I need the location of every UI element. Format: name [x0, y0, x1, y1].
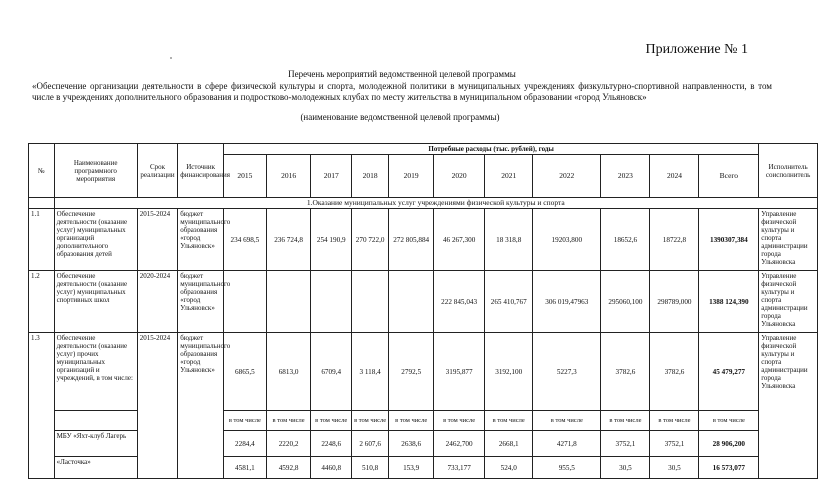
value-cell: 2638,6	[389, 431, 434, 457]
year-header: 2017	[311, 155, 352, 198]
value-cell: 6865,5	[224, 333, 267, 411]
value-cell: 272 805,884	[389, 209, 434, 271]
year-header: 2021	[485, 155, 533, 198]
value-cell: 18652,6	[601, 209, 650, 271]
value-cell: 254 190,9	[311, 209, 352, 271]
value-cell: 5227,3	[533, 333, 601, 411]
value-cell: 4460,8	[311, 457, 352, 479]
section-title: 1.Оказание муниципальных услуг учреждениями физической культуры и спорта	[54, 198, 817, 209]
value-cell	[351, 271, 388, 333]
row-number: 1.2	[29, 271, 55, 333]
expenses-table	[28, 143, 818, 479]
table-row	[29, 333, 818, 411]
value-cell	[311, 271, 352, 333]
value-cell: 4592,8	[266, 457, 311, 479]
table-row	[29, 271, 818, 333]
row-number: 1.3	[29, 333, 55, 479]
col-header-expenses: Потребные расходы (тыс. рублей), годы	[224, 144, 759, 155]
value-cell: 270 722,0	[351, 209, 388, 271]
including-label: в том числе	[266, 411, 311, 431]
value-cell: 234 698,5	[224, 209, 267, 271]
section-number-blank	[29, 198, 55, 209]
value-cell: 955,5	[533, 457, 601, 479]
total-cell: 1388 124,390	[699, 271, 759, 333]
executor: Управление физической культуры и спорта администрации города Ульяновска	[759, 209, 818, 271]
value-cell: 18 318,8	[485, 209, 533, 271]
scan-speck	[170, 57, 172, 59]
including-label: в том числе	[650, 411, 699, 431]
value-cell: 3752,1	[650, 431, 699, 457]
value-cell: 4581,1	[224, 457, 267, 479]
year-header: 2019	[389, 155, 434, 198]
including-label: в том числе	[533, 411, 601, 431]
year-header: 2024	[650, 155, 699, 198]
value-cell: 222 845,043	[434, 271, 485, 333]
funding-source: бюджет муниципального образования «город Ульяновск»	[178, 271, 224, 333]
value-cell: 2220,2	[266, 431, 311, 457]
including-label: в том числе	[699, 411, 759, 431]
value-cell: 295060,100	[601, 271, 650, 333]
title-line-2: «Обеспечение организации деятельности в сфере физической культуры и спорта, молодежной политики в муниципальных учреждениях физкультурно-спортивной направленности, в том числе в учреждениях дополнительного образования и подростково-молодежных клубах по месту жительства в муниципальном образовании «город Ульяновск»	[32, 80, 772, 102]
including-label: в том числе	[311, 411, 352, 431]
table-row	[29, 209, 818, 271]
value-cell: 6813,0	[266, 333, 311, 411]
value-cell: 3782,6	[650, 333, 699, 411]
measure-name-blank	[54, 411, 137, 431]
total-cell: 1390307,384	[699, 209, 759, 271]
measure-name: Обеспечение деятельности (оказание услуг) муниципальных спортивных школ	[54, 271, 137, 333]
year-header: 2015	[224, 155, 267, 198]
value-cell: 2 607,6	[351, 431, 388, 457]
appendix-label: Приложение № 1	[645, 42, 748, 57]
value-cell: 2462,700	[434, 431, 485, 457]
col-header-source: Источник финансирования	[178, 144, 224, 198]
value-cell: 298789,000	[650, 271, 699, 333]
total-cell: 28 906,200	[699, 431, 759, 457]
including-label: в том числе	[601, 411, 650, 431]
subitem-name: МБУ «Яхт-клуб Лагерь	[54, 431, 137, 457]
value-cell: 265 410,767	[485, 271, 533, 333]
value-cell: 2284,4	[224, 431, 267, 457]
including-label: в том числе	[224, 411, 267, 431]
value-cell: 236 724,8	[266, 209, 311, 271]
value-cell: 306 019,47963	[533, 271, 601, 333]
col-header-executor: Исполнитель соисполнитель	[759, 144, 818, 198]
value-cell: 30,5	[650, 457, 699, 479]
including-label: в том числе	[485, 411, 533, 431]
year-header: 2018	[351, 155, 388, 198]
total-header: Всего	[699, 155, 759, 198]
measure-name: Обеспечение деятельности (оказание услуг) муниципальных организаций дополнительного образования детей	[54, 209, 137, 271]
value-cell: 153,9	[389, 457, 434, 479]
value-cell: 30,5	[601, 457, 650, 479]
executor: Управление физической культуры и спорта администрации города Ульяновска	[759, 333, 818, 479]
value-cell: 3752,1	[601, 431, 650, 457]
including-label: в том числе	[351, 411, 388, 431]
value-cell	[266, 271, 311, 333]
value-cell: 524,0	[485, 457, 533, 479]
value-cell: 3192,100	[485, 333, 533, 411]
value-cell: 6709,4	[311, 333, 352, 411]
value-cell: 19203,800	[533, 209, 601, 271]
value-cell: 2792,5	[389, 333, 434, 411]
value-cell	[389, 271, 434, 333]
year-header: 2023	[601, 155, 650, 198]
value-cell: 2668,1	[485, 431, 533, 457]
subitem-name: «Ласточка»	[54, 457, 137, 479]
value-cell: 4271,8	[533, 431, 601, 457]
year-header: 2022	[533, 155, 601, 198]
total-cell: 16 573,077	[699, 457, 759, 479]
year-header: 2020	[434, 155, 485, 198]
year-header: 2016	[266, 155, 311, 198]
value-cell: 46 267,300	[434, 209, 485, 271]
document-title	[32, 69, 772, 104]
col-header-term: Срок реализации	[137, 144, 178, 198]
value-cell: 3195,877	[434, 333, 485, 411]
measure-name: Обеспечение деятельности (оказание услуг) прочих муниципальных организаций и учреждений, в том числе:	[54, 333, 137, 411]
including-label: в том числе	[434, 411, 485, 431]
row-number: 1.1	[29, 209, 55, 271]
value-cell: 18722,8	[650, 209, 699, 271]
col-header-num: №	[29, 144, 55, 198]
value-cell: 733,177	[434, 457, 485, 479]
executor: Управление физической культуры и спорта администрации города Ульяновска	[759, 271, 818, 333]
funding-source: бюджет муниципального образования «город Ульяновск»	[178, 333, 224, 479]
funding-source: бюджет муниципального образования «город Ульяновск»	[178, 209, 224, 271]
value-cell: 3 118,4	[351, 333, 388, 411]
total-cell: 45 479,277	[699, 333, 759, 411]
value-cell: 510,8	[351, 457, 388, 479]
title-line-1: Перечень мероприятий ведомственной целевой программы	[288, 69, 516, 79]
including-label: в том числе	[389, 411, 434, 431]
col-header-name: Наименование программного мероприятия	[54, 144, 137, 198]
term: 2015-2024	[137, 333, 178, 479]
value-cell: 3782,6	[601, 333, 650, 411]
term: 2015-2024	[137, 209, 178, 271]
value-cell: 2248,6	[311, 431, 352, 457]
term: 2020-2024	[137, 271, 178, 333]
program-name-caption: (наименование ведомственной целевой программы)	[300, 112, 500, 122]
